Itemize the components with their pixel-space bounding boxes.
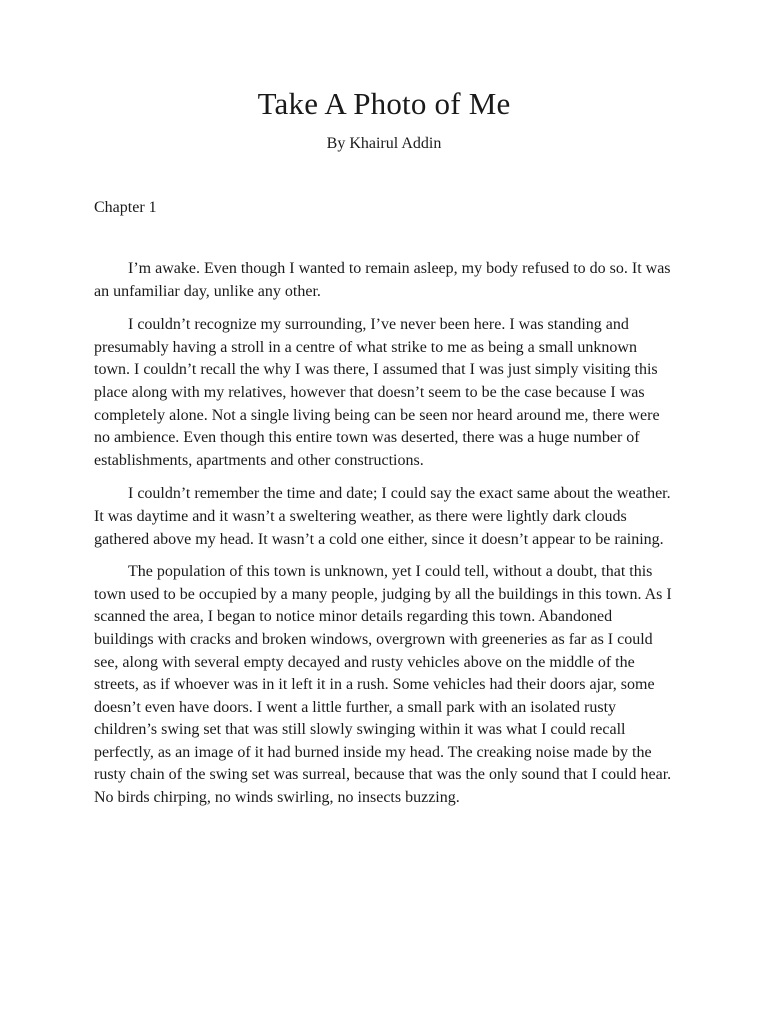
paragraph-2: I couldn’t recognize my surrounding, I’ve never been here. I was standing and presumably having a stroll in a centre of what strike to me as being a small unknown town. I couldn’t recall the why I was there, I assumed that I was just simply visiting this place along with my relatives, however that doesn’t seem to be the case because I was completely alone. Not a single living being can be seen nor heard around me, there were no ambience. Even though this entire town was deserted, there was a huge number of establishments, apartments and other constructions. [94, 316, 660, 469]
document-title: Take A Photo of Me [257, 86, 511, 121]
chapter-body [94, 258, 674, 820]
document-author: By Khairul Addin [326, 135, 442, 152]
paragraph-1: I’m awake. Even though I wanted to remain asleep, my body refused to do so. It was an unfamiliar day, unlike any other. [94, 260, 671, 300]
paragraph-4: The population of this town is unknown, yet I could tell, without a doubt, that this town used to be occupied by a many people, judging by all the buildings in this town. As I scanned the area, I began to notice minor details regarding this town. Abandoned buildings with cracks and broken windows, overgrown with greeneries as far as I could see, along with several empty decayed and rusty vehicles above on the middle of the streets, as if whoever was in it left it in a rush. Some vehicles had their doors ajar, some doesn’t even have doors. I went a little further, a small park with an isolated rusty children’s swing set that was still slowly swinging within it was what I could recall perfectly, as an image of it had burned inside my head. The creaking noise made by the rusty chain of the swing set was surreal, because that was the only sound that I could hear. No birds chirping, no winds swirling, no insects buzzing. [94, 563, 672, 807]
paragraph-3: I couldn’t remember the time and date; I could say the exact same about the weather. It was daytime and it wasn’t a sweltering weather, as there were lightly dark clouds gathered above my head. It wasn’t a cold one either, since it doesn’t appear to be raining. [94, 485, 671, 548]
chapter-heading: Chapter 1 [94, 199, 157, 216]
